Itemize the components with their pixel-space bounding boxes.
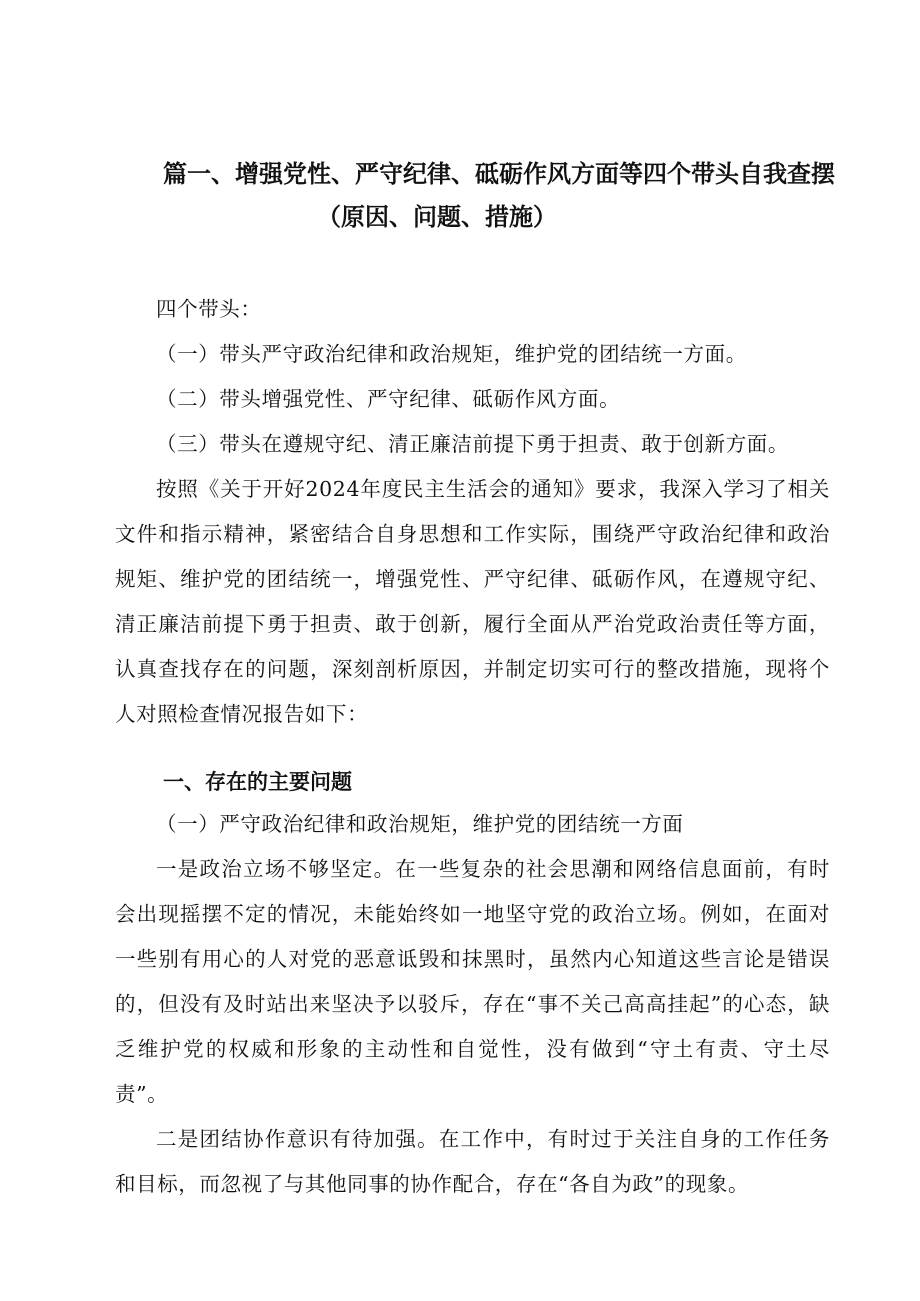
section-1-body xyxy=(115,802,830,1207)
opening-paragraph: 按照《关于开好2024年度民主生活会的通知》要求，我深入学习了相关文件和指示精神，紧密结合自身思想和工作实际，围绕严守政治纪律和政治规矩、维护党的团结统一，增强党性、严守纪律、砥砺作风，在遵规守纪、清正廉洁前提下勇于担责、敢于创新，履行全面从严治党政治责任等方面，认真查找存在的问题，深刻剖析原因，并制定切实可行的整改措施，现将个人对照检查情况报告如下： xyxy=(115,477,830,726)
title-line-2: （原因、问题、措施） xyxy=(317,203,557,231)
lead-item-1: （一）带头严守政治纪律和政治规矩，维护党的团结统一方面。 xyxy=(156,342,747,366)
problem-paragraph-2: 二是团结协作意识有待加强。在工作中，有时过于关注自身的工作任务和目标，而忽视了与其他同事的协作配合，存在“各自为政”的现象。 xyxy=(115,1127,830,1196)
intro-block xyxy=(115,287,830,737)
title-line-1: 篇一、增强党性、严守纪律、砥砺作风方面等四个带头自我查摆 xyxy=(163,160,835,188)
subsection-heading-1: （一）严守政治纪律和政治规矩，维护党的团结统一方面 xyxy=(156,812,684,836)
intro-label: 四个带头： xyxy=(156,297,262,321)
section-heading-problems: 一、存在的主要问题 xyxy=(163,770,352,794)
problem-paragraph-1: 一是政治立场不够坚定。在一些复杂的社会思潮和网络信息面前，有时会出现摇摆不定的情况，未能始终如一地坚守党的政治立场。例如，在面对一些别有用心的人对党的恶意诋毁和抹黑时，虽然内心知道这些言论是错误的，但没有及时站出来坚决予以驳斥，存在“事不关己高高挂起”的心态，缺乏维护党的权威和形象的主动性和自觉性，没有做到“守土有责、守土尽责”。 xyxy=(115,857,830,1106)
lead-item-2: （二）带头增强党性、严守纪律、砥砺作风方面。 xyxy=(156,387,621,411)
lead-item-3: （三）带头在遵规守纪、清正廉洁前提下勇于担责、敢于创新方面。 xyxy=(156,432,789,456)
